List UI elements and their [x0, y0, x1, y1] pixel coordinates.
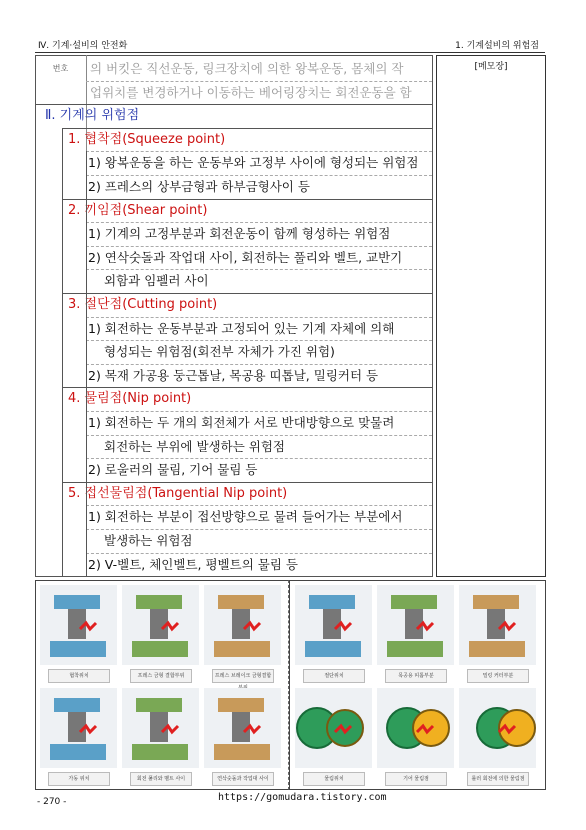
content-line: 2. 끼임점(Shear point)	[68, 202, 208, 218]
content-line: 2) 연삭숫돌과 작업대 사이, 회전하는 풀리와 벨트, 교반기	[88, 249, 403, 265]
illustration-image	[459, 585, 536, 665]
illustration-caption: 회전 풀리와 벨트 사이	[130, 772, 192, 786]
illustration-caption: 연삭숫돌과 작업대 사이	[212, 772, 274, 786]
content-line: 5. 접선물림점(Tangential Nip point)	[68, 485, 288, 501]
illustration-caption: 목공용 띠톱부분	[385, 669, 447, 683]
content-line: 1) 기계의 고정부분과 회전운동이 함께 형성하는 위험점	[88, 226, 391, 242]
row-separator	[86, 411, 432, 412]
illustration-grid	[38, 583, 541, 785]
row-separator	[86, 246, 432, 247]
illustration-image	[122, 585, 199, 665]
illustration-image	[40, 688, 117, 768]
number-column-label: 번호	[52, 64, 69, 73]
illustration-image	[122, 688, 199, 768]
illustration-image	[204, 688, 281, 768]
illustration-image	[295, 688, 372, 768]
content-line: 2) 프레스의 상부금형과 하부금형사이 등	[88, 179, 310, 194]
illustration-caption: 기어 물림점	[385, 772, 447, 786]
footer-url: https://gomudara.tistory.com	[218, 792, 387, 803]
row-separator	[86, 458, 432, 459]
content-line: 형성되는 위험점(회전부 자체가 가진 위험)	[104, 344, 335, 360]
row-separator	[62, 128, 432, 129]
row-separator	[62, 199, 432, 200]
header-right: 1. 기계설비의 위험점	[455, 41, 539, 51]
memo-label: [메모장]	[474, 62, 508, 72]
illustration-image	[204, 585, 281, 665]
illustration-image	[40, 585, 117, 665]
page-number: - 270 -	[37, 797, 67, 807]
row-separator	[62, 293, 432, 294]
row-separator	[86, 340, 432, 341]
row-separator	[86, 175, 432, 176]
illustration-caption: 프레스 브레이크 금형결합	[212, 669, 274, 683]
row-separator	[86, 317, 432, 318]
row-separator	[86, 435, 432, 436]
content-line: 업위치를 변경하거나 이동하는 베어링장치는 회전운동을 함	[90, 84, 412, 100]
content-line: 4. 물림점(Nip point)	[68, 391, 192, 407]
row-separator	[86, 269, 432, 270]
content-line: 회전하는 부위에 발생하는 위험점	[104, 438, 285, 454]
content-line: 1) 왕복운동을 하는 운동부와 고정부 사이에 형성되는 위험점	[88, 155, 419, 171]
illustration-caption: 물림위치	[303, 772, 365, 786]
row-separator	[86, 553, 432, 554]
indent-guide	[62, 128, 63, 576]
illustration-caption: 롤러 회전에 의한 물림점	[467, 772, 529, 786]
header-left: Ⅳ. 기계·설비의 안전화	[38, 41, 128, 51]
illustration-caption: 절단위치	[303, 669, 365, 683]
illustration-caption: 프레스 금형 결합부위	[130, 669, 192, 683]
row-separator	[86, 505, 432, 506]
content-line: 1. 협착점(Squeeze point)	[68, 131, 226, 147]
content-line: 1) 회전하는 운동부분과 고정되어 있는 기계 자체에 의해	[88, 320, 395, 336]
row-separator	[86, 81, 432, 82]
illustration-caption: 협착위치	[48, 669, 110, 683]
illustration-image	[377, 688, 454, 768]
content-line: 2) 로울러의 물림, 기어 물림 등	[88, 462, 258, 478]
illustration-image	[459, 688, 536, 768]
header-rule	[35, 52, 545, 53]
content-line: Ⅱ. 기계의 위험점	[45, 108, 140, 124]
illustration-caption: 가동 위치	[48, 772, 110, 786]
content-line: 3. 절단점(Cutting point)	[68, 297, 218, 312]
content-line: 1) 회전하는 두 개의 회전체가 서로 반대방향으로 맞물려	[88, 415, 395, 430]
illustration-image	[295, 585, 372, 665]
content-line: 외함과 임펠러 사이	[104, 273, 209, 289]
row-separator	[86, 529, 432, 530]
row-separator	[35, 104, 432, 105]
memo-box	[436, 55, 546, 577]
indent-guide	[86, 151, 87, 576]
row-separator	[86, 151, 432, 152]
row-separator	[62, 482, 432, 483]
row-separator	[86, 222, 432, 223]
content-line: 2) 목재 가공용 둥근톱날, 목공용 띠톱날, 밀링커터 등	[88, 367, 379, 383]
content-line: 의 버킷은 직선운동, 링크장치에 의한 왕복운동, 몸체의 작	[90, 61, 404, 76]
content-line: 발생하는 위험점	[104, 533, 193, 548]
illustration-image	[377, 585, 454, 665]
content-line: 1) 회전하는 부분이 접선방향으로 물려 들어가는 부분에서	[88, 509, 403, 525]
row-separator	[62, 387, 432, 388]
illustration-caption: 밀링 커터부분	[467, 669, 529, 683]
content-line: 2) V-벨트, 체인벨트, 평벨트의 물림 등	[88, 556, 298, 572]
row-separator	[86, 364, 432, 365]
